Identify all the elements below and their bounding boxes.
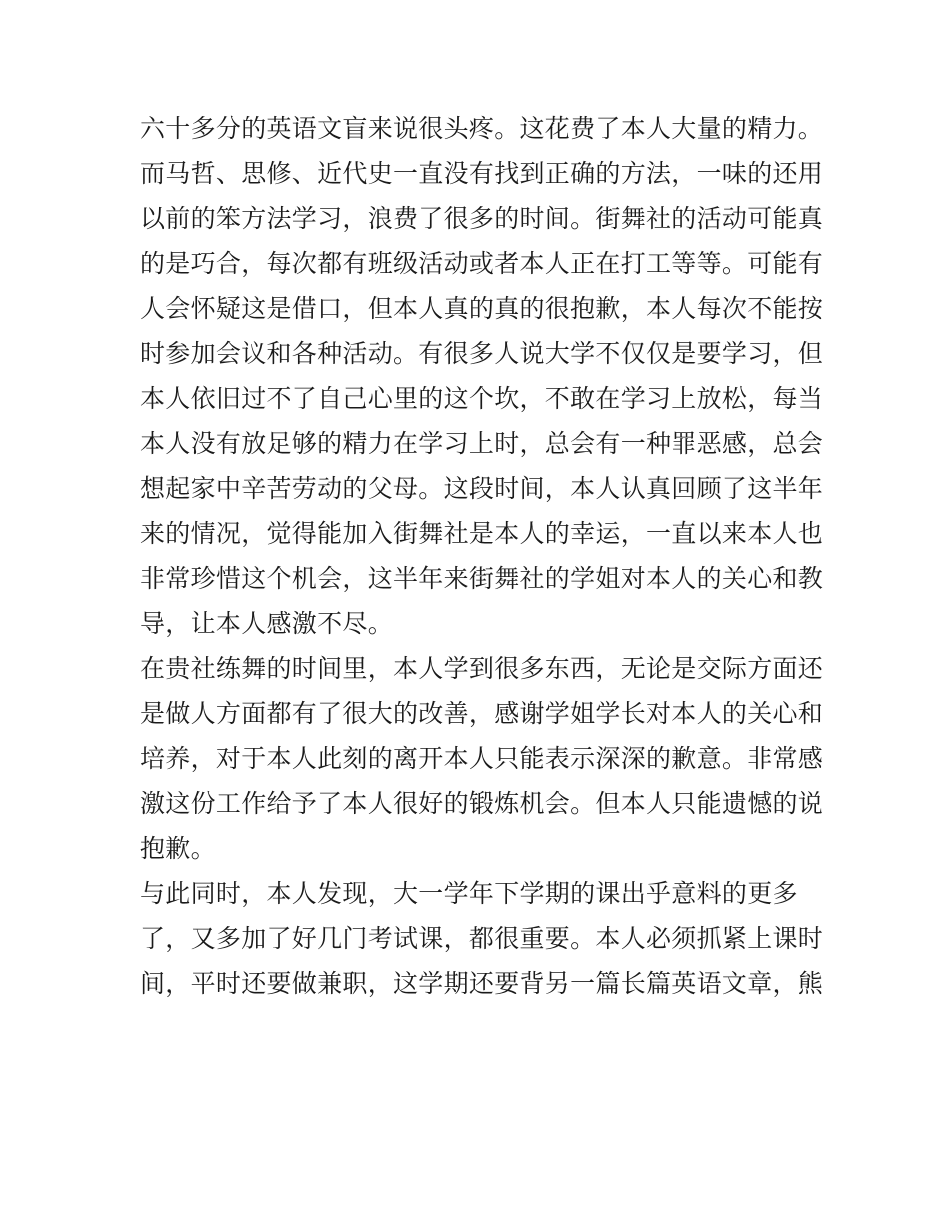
text-line: 时参加会议和各种活动。有很多人说大学不仅仅是要学习，但 — [140, 339, 824, 368]
text-line: 本人没有放足够的精力在学习上时，总会有一种罪恶感，总会 — [140, 429, 824, 458]
text-line: 激这份工作给予了本人很好的锻炼机会。但本人只能遗憾的说 — [140, 789, 824, 818]
text-line: 而马哲、思修、近代史一直没有找到正确的方法，一味的还用 — [140, 159, 824, 188]
text-line: 以前的笨方法学习，浪费了很多的时间。街舞社的活动可能真 — [140, 204, 824, 233]
text-line: 来的情况，觉得能加入街舞社是本人的幸运，一直以来本人也 — [140, 519, 824, 548]
text-line: 六十多分的英语文盲来说很头疼。这花费了本人大量的精力。 — [140, 114, 824, 143]
text-line: 培养，对于本人此刻的离开本人只能表示深深的歉意。非常感 — [140, 744, 824, 773]
text-line: 了，又多加了好几门考试课，都很重要。本人必须抓紧上课时 — [140, 924, 824, 953]
text-line: 在贵社练舞的时间里，本人学到很多东西，无论是交际方面还 — [140, 654, 824, 683]
text-line: 本人依旧过不了自己心里的这个坎，不敢在学习上放松，每当 — [140, 384, 824, 413]
text-line: 想起家中辛苦劳动的父母。这段时间，本人认真回顾了这半年 — [140, 474, 824, 503]
text-line: 人会怀疑这是借口，但本人真的真的很抱歉，本人每次不能按 — [140, 294, 824, 323]
text-line: 抱歉。 — [140, 834, 216, 863]
text-line: 与此同时，本人发现，大一学年下学期的课出乎意料的更多 — [140, 879, 798, 908]
document-body — [140, 106, 824, 1006]
text-line: 间，平时还要做兼职，这学期还要背另一篇长篇英语文章，熊 — [140, 969, 824, 998]
text-line: 导，让本人感激不尽。 — [140, 609, 394, 638]
text-line: 的是巧合，每次都有班级活动或者本人正在打工等等。可能有 — [140, 249, 824, 278]
text-line: 非常珍惜这个机会，这半年来街舞社的学姐对本人的关心和教 — [140, 564, 824, 593]
text-line: 是做人方面都有了很大的改善，感谢学姐学长对本人的关心和 — [140, 699, 824, 728]
